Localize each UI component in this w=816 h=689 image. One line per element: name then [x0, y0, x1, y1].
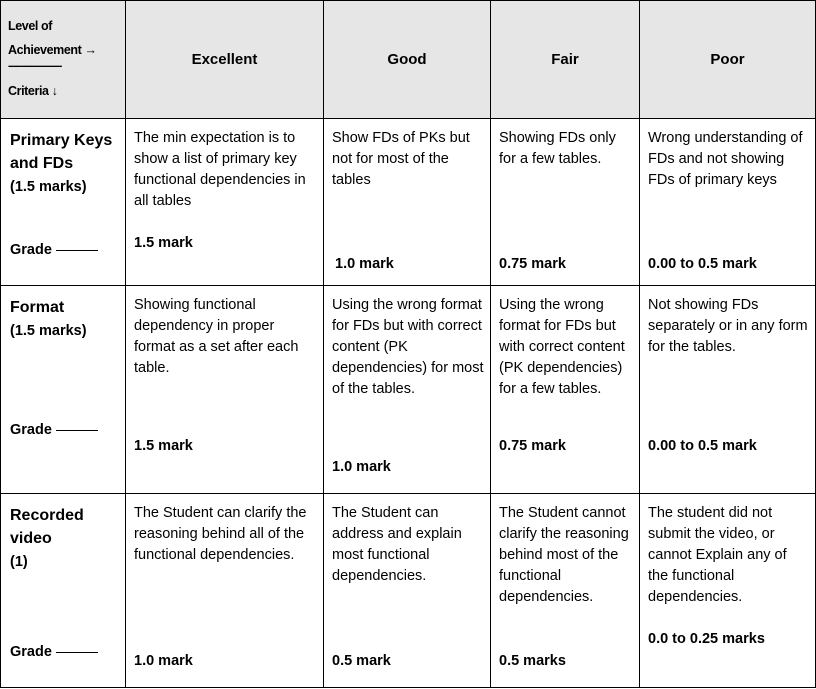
- rubric-cell: [491, 286, 640, 494]
- grade-blank-line: [56, 430, 98, 431]
- criterion-cell: [1, 494, 126, 688]
- criterion-title: Format: [10, 299, 65, 316]
- cell-description: Showing FDs only for a few tables.: [499, 130, 616, 167]
- level-excellent-header: Excellent: [126, 1, 324, 119]
- cell-mark: 1.5 mark: [134, 235, 193, 251]
- cell-description: The Student cannot clarify the reasoning behind most of the functional dependencies.: [499, 505, 629, 605]
- rubric-cell: [126, 286, 324, 494]
- criterion-marks: (1.5 marks): [10, 179, 87, 195]
- rubric-cell: [324, 494, 491, 688]
- criterion-cell: [1, 119, 126, 286]
- rubric-cell: [126, 494, 324, 688]
- rubric-cell: [126, 119, 324, 286]
- header-row: [1, 1, 816, 119]
- corner-criteria-label: Criteria ↓: [8, 84, 58, 98]
- cell-mark: 1.5 mark: [134, 438, 193, 454]
- cell-description: Not showing FDs separately or in any form for the tables.: [648, 297, 808, 355]
- rubric-row: [1, 494, 816, 688]
- grade-label: Grade: [10, 422, 52, 438]
- cell-mark: 1.0 mark: [335, 256, 394, 272]
- cell-mark: 1.0 mark: [332, 459, 391, 475]
- rubric-cell: [324, 119, 491, 286]
- level-fair-header: Fair: [491, 1, 640, 119]
- rubric-cell: [640, 494, 816, 688]
- corner-cell: [1, 1, 126, 119]
- cell-mark: 0.75 mark: [499, 256, 566, 272]
- cell-description: The Student can address and explain most functional dependencies.: [332, 505, 462, 584]
- cell-mark: 1.0 mark: [134, 653, 193, 669]
- cell-mark: 0.00 to 0.5 mark: [648, 256, 757, 272]
- corner-level-label: Level of: [8, 19, 53, 33]
- rubric-cell: [324, 286, 491, 494]
- level-poor-header: Poor: [640, 1, 816, 119]
- cell-mark: 0.5 marks: [499, 653, 566, 669]
- grade-field[interactable]: [10, 242, 98, 258]
- cell-mark: 0.5 mark: [332, 653, 391, 669]
- criterion-cell: [1, 286, 126, 494]
- corner-achievement-label: Achievement →: [8, 43, 97, 57]
- criterion-marks: (1): [10, 554, 28, 570]
- level-good-header: Good: [324, 1, 491, 119]
- criterion-title: Recorded video: [10, 507, 84, 547]
- cell-mark: 0.75 mark: [499, 438, 566, 454]
- rubric-cell: [491, 494, 640, 688]
- grade-field[interactable]: [10, 644, 98, 660]
- grade-blank-line: [56, 652, 98, 653]
- cell-description: The Student can clarify the reasoning behind all of the functional dependencies.: [134, 505, 307, 563]
- cell-description: Show FDs of PKs but not for most of the tables: [332, 130, 470, 188]
- corner-separator: --------------------: [8, 60, 62, 72]
- rubric-row: [1, 286, 816, 494]
- rubric-cell: [640, 119, 816, 286]
- grade-label: Grade: [10, 644, 52, 660]
- cell-description: Showing functional dependency in proper format as a set after each table.: [134, 297, 299, 376]
- cell-description: The min expectation is to show a list of primary key functional dependencies in all tables: [134, 130, 306, 209]
- cell-description: The student did not submit the video, or cannot Explain any of the functional dependencies.: [648, 505, 787, 605]
- cell-mark: 0.0 to 0.25 marks: [648, 631, 765, 647]
- criterion-title: Primary Keys and FDs: [10, 132, 113, 172]
- cell-description: Wrong understanding of FDs and not showing FDs of primary keys: [648, 130, 803, 188]
- cell-mark: 0.00 to 0.5 mark: [648, 438, 757, 454]
- rubric-row: [1, 119, 816, 286]
- grade-label: Grade: [10, 242, 52, 258]
- criterion-marks: (1.5 marks): [10, 323, 87, 339]
- grade-blank-line: [56, 250, 98, 251]
- cell-description: Using the wrong format for FDs but with correct content (PK dependencies) for most of the tables.: [332, 297, 484, 397]
- grade-field[interactable]: [10, 422, 98, 438]
- rubric-cell: [640, 286, 816, 494]
- rubric-cell: [491, 119, 640, 286]
- cell-description: Using the wrong format for FDs but with correct content (PK dependencies) for a few tables.: [499, 297, 625, 397]
